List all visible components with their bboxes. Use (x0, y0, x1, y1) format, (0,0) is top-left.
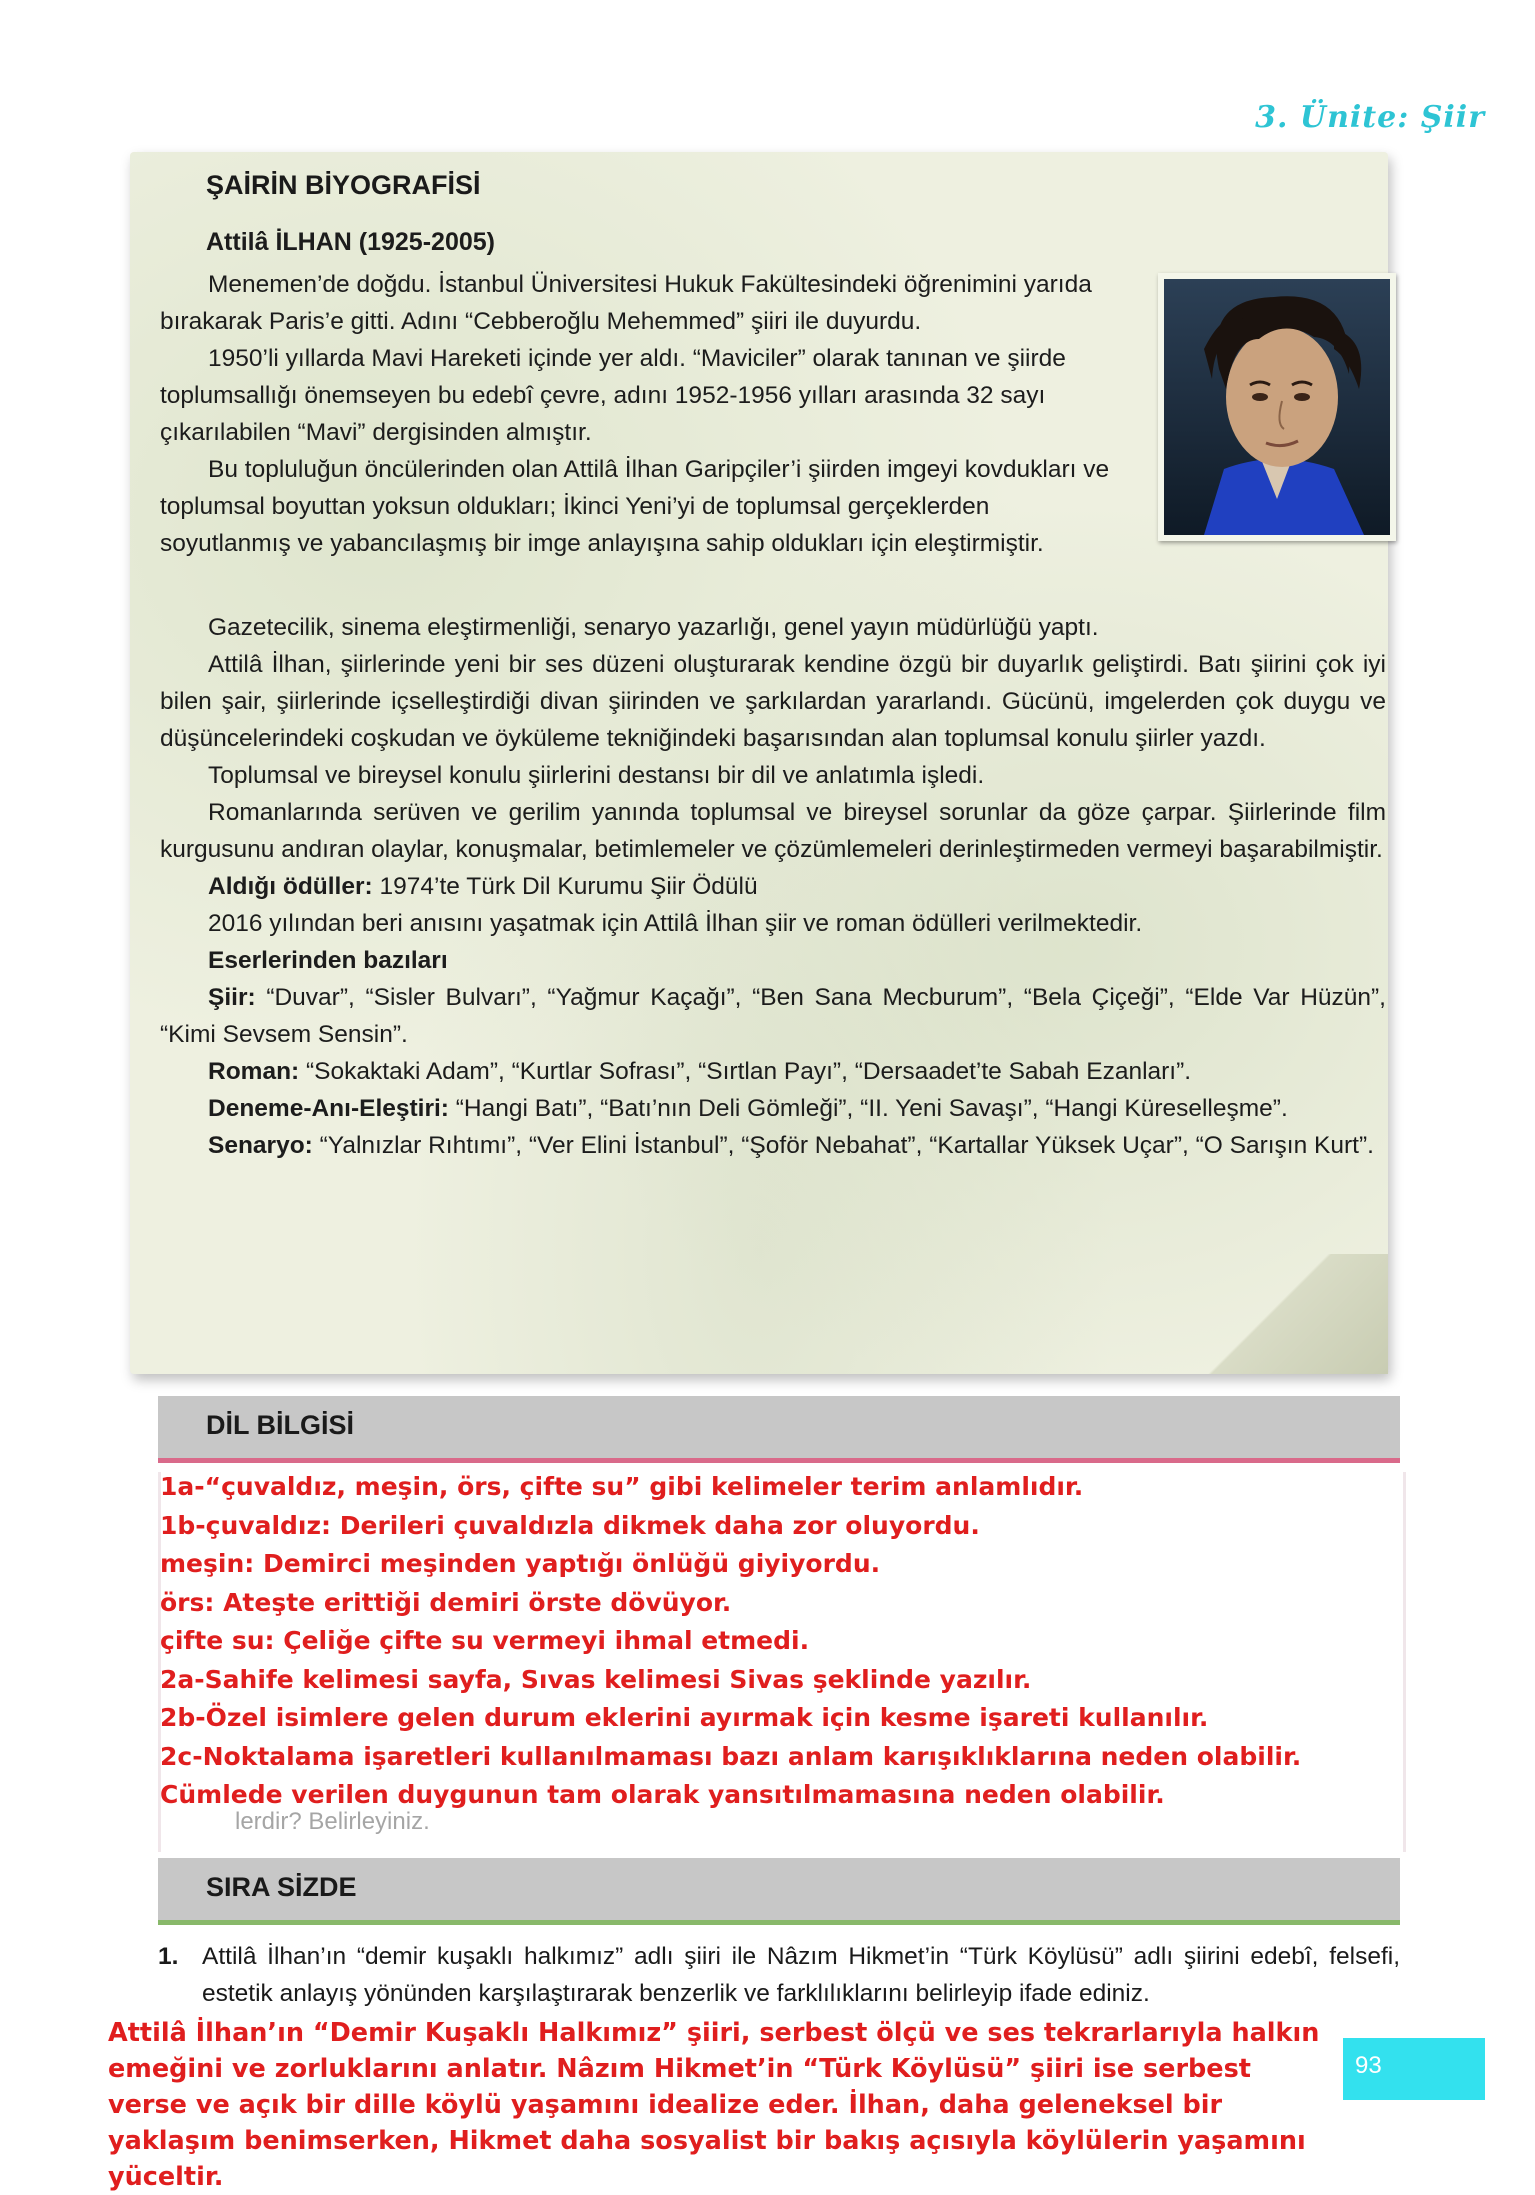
essay-label: Deneme-Anı-Eleştiri: (208, 1095, 449, 1122)
novel-works (160, 1053, 1386, 1090)
answer-line: meşin: Demirci meşinden yaptığı önlüğü giyiyordu. (160, 1549, 881, 1578)
bio-paragraph-3: Bu topluluğun öncülerinden olan Attilâ İlhan Garipçiler’i şiirden imgeyi kovdukları ve toplumsal boyuttan yoksun oldukları; İkinci Yeni’yi de toplumsal gerçeklerden soyutlanmış ve yabancılaşmış bir imge anlayışına sahip oldukları için eleştirmiştir. (160, 456, 1110, 557)
sira-sizde-question (158, 1938, 1400, 2012)
bio-paragraph-1: Menemen’de doğdu. İstanbul Üniversitesi Hukuk Fakültesindeki öğrenimini yarıda bırakarak Paris’e gitti. Adını “Cebberoğlu Mehemmed” şiiri ile duyurdu. (160, 271, 1092, 335)
bio-paragraphs-wide (160, 609, 1386, 1164)
awards-label: Aldığı ödüller: (208, 873, 373, 900)
bio-paragraph-2: 1950’li yıllarda Mavi Hareketi içinde yer aldı. “Maviciler” olarak tanınan ve şiirde toplumsallığı önemseyen bu edebî çevre, adını 1952-1956 yılları arasında 32 sayı çıkarılabilen “Mavi” dergisinden almıştır. (160, 345, 1066, 446)
poet-portrait (1158, 273, 1396, 541)
sira-sizde-divider (158, 1920, 1400, 1925)
poet-name: Attilâ İLHAN (1925-2005) (206, 228, 495, 256)
sira-sizde-answer: Attilâ İlhan’ın “Demir Kuşaklı Halkımız” şiiri, serbest ölçü ve ses tekrarlarıyla halkın emeğini ve zorluklarını anlatır. Nâzım Hikmet’in “Türk Köylüsü” şiiri ise serbest verse ve açık bir dille köylü yaşamını idealize eder. İlhan, daha geleneksel bir yaklaşım benimserken, Hikmet daha sosyalist bir bakış açısıyla köylülerin yaşamını yüceltir. (108, 2018, 1320, 2192)
dil-bilgisi-bar (158, 1396, 1400, 1458)
bio-paragraph-4: Gazetecilik, sinema eleştirmenliği, senaryo yazarlığı, genel yayın müdürlüğü yaptı. (208, 614, 1099, 641)
poetry-label: Şiir: (208, 984, 256, 1011)
ghost-question-text: lerdir? Belirleyiniz. (235, 1808, 430, 1835)
bio-paragraph-6: Toplumsal ve bireysel konulu şiirlerini destansı bir dil ve anlatımla işledi. (208, 762, 985, 789)
sira-sizde-heading: SIRA SİZDE (206, 1872, 357, 1902)
screenplay-label: Senaryo: (208, 1132, 313, 1159)
poetry-text: “Duvar”, “Sisler Bulvarı”, “Yağmur Kaçağı”, “Ben Sana Mecburum”, “Bela Çiçeği”, “Elde Var Hüzün”, “Kimi Sevsem Sensin”. (160, 984, 1386, 1048)
works-heading-text: Eserlerinden bazıları (208, 947, 448, 974)
answer-line: 2c-Noktalama işaretleri kullanılmaması bazı anlam karışıklıklarına neden olabilir. Cümlede verilen duygunun tam olarak yansıtılmamasına neden olabilir. (160, 1741, 1310, 1809)
unit-header: 3. Ünite: Şiir (1255, 100, 1485, 135)
answer-line: örs: Ateşte erittiği demiri örste dövüyor. (160, 1587, 732, 1617)
bio-paragraph-5: Attilâ İlhan, şiirlerinde yeni bir ses düzeni oluşturarak kendine özgü bir duyarlık geliştirdi. Batı şiirini çok iyi bilen şair, şiirlerinde içselleştirdiği divan şiirinden ve şarkılardan yararlandı. Gücünü, imgelerden çok duygu ve düşüncelerindeki coşkudan ve öyküleme tekniğindeki başarısından alan toplumsal konulu şiirler yazdı. (160, 651, 1386, 752)
sira-sizde-bar (158, 1858, 1400, 1920)
answer-line: 2a-Sahife kelimesi sayfa, Sıvas kelimesi Sivas şeklinde yazılır. (160, 1664, 1032, 1694)
bio-paragraphs-narrow (160, 266, 1120, 562)
screenplay-works (160, 1127, 1386, 1164)
awards-text: 1974’te Türk Dil Kurumu Şiir Ödülü (372, 873, 758, 900)
biography-heading: ŞAİRİN BİYOGRAFİSİ (206, 170, 481, 200)
essay-works (160, 1090, 1386, 1127)
question-number: 1. (158, 1943, 179, 1970)
poetry-works (160, 979, 1386, 1053)
novel-label: Roman: (208, 1058, 300, 1085)
answer-line: 1a-“çuvaldız, meşin, örs, çifte su” gibi kelimeler terim anlamlıdır. (160, 1472, 1084, 1501)
essay-text: “Hangi Batı”, “Batı’nın Deli Gömleği”, “II. Yeni Savaşı”, “Hangi Küreselleşme”. (448, 1095, 1288, 1122)
portrait-illustration (1164, 279, 1390, 535)
page-number-tab (1343, 2038, 1485, 2100)
page-number: 93 (1355, 2052, 1382, 2079)
question-text: Attilâ İlhan’ın “demir kuşaklı halkımız” adlı şiiri ile Nâzım Hikmet’in “Türk Köylüsü” adlı şiirini edebî, felsefi, estetik anlayış yönünden karşılaştırarak benzerlik ve farklılıklarını belirleyip ifade ediniz. (202, 1943, 1400, 2007)
answer-line: 1b-çuvaldız: Derileri çuvaldızla dikmek daha zor oluyordu. (160, 1510, 980, 1540)
awards-line (160, 868, 1386, 905)
dil-bilgisi-answers (160, 1468, 1400, 1815)
works-heading (160, 942, 1386, 979)
novel-text: “Sokaktaki Adam”, “Kurtlar Sofrası”, “Sırtlan Payı”, “Dersaadet’te Sabah Ezanları”. (299, 1058, 1192, 1085)
answer-line: 2b-Özel isimlere gelen durum eklerini ayırmak için kesme işareti kullanılır. (160, 1703, 1209, 1732)
bio-paragraph-7: Romanlarında serüven ve gerilim yanında toplumsal ve bireysel sorunlar da göze çarpar. Şiirlerinde film kurgusunu andıran olaylar, konuşmalar, betimlemeler ve çözümlemeleri derinleştirmeden vermeyi başarabilmiştir. (160, 799, 1386, 863)
dil-bilgisi-heading: DİL BİLGİSİ (206, 1410, 355, 1440)
bio-paragraph-8: 2016 yılından beri anısını yaşatmak için Attilâ İlhan şiir ve roman ödülleri verilmektedir. (208, 910, 1143, 937)
screenplay-text: “Yalnızlar Rıhtımı”, “Ver Elini İstanbul”, “Şoför Nebahat”, “Kartallar Yüksek Uçar”, “O Sarışın Kurt”. (312, 1132, 1374, 1159)
dil-bilgisi-divider (158, 1458, 1400, 1463)
answer-line: çifte su: Çeliğe çifte su vermeyi ihmal etmedi. (160, 1626, 810, 1655)
